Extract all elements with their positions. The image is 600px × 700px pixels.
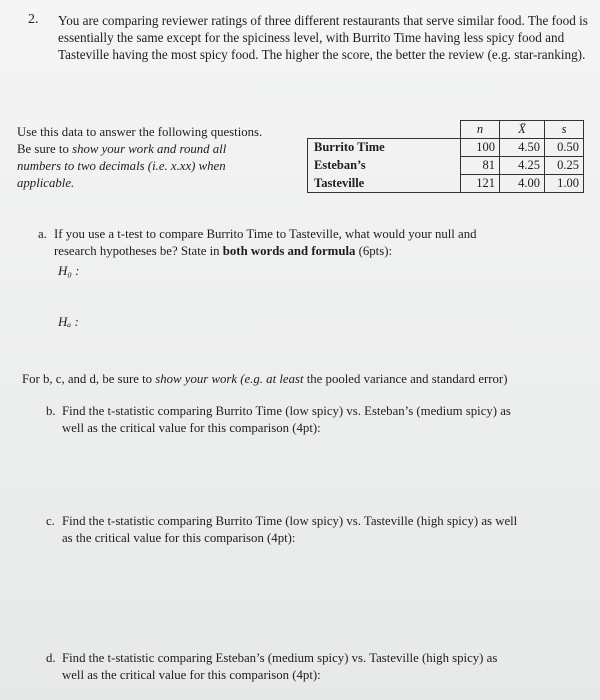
- part-d-line-2: well as the critical value for this comparison (4pt):: [62, 668, 321, 682]
- row-s: 0.25: [545, 157, 584, 175]
- row-n: 121: [461, 175, 500, 193]
- part-c-letter: c.: [46, 514, 55, 528]
- part-a-letter: a.: [38, 227, 47, 241]
- header-mean: X̄: [500, 121, 545, 139]
- part-d-line-1: Find the t-statistic comparing Esteban’s (medium spicy) vs. Tasteville (high spicy) as: [62, 651, 498, 665]
- instructions-line-2: Be sure to show your work and round all: [17, 142, 227, 156]
- part-b-line-2: well as the critical value for this comparison (4pt):: [62, 421, 321, 435]
- row-s: 1.00: [545, 175, 584, 193]
- header-s: s: [545, 121, 584, 139]
- part-b-text: [62, 403, 511, 437]
- row-mean: 4.25: [500, 157, 545, 175]
- part-b-letter: b.: [46, 404, 56, 418]
- row-name: Burrito Time: [308, 139, 461, 157]
- row-n: 81: [461, 157, 500, 175]
- header-n: n: [461, 121, 500, 139]
- part-b-line-1: Find the t-statistic comparing Burrito Time (low spicy) vs. Esteban’s (medium spicy) as: [62, 404, 511, 418]
- table-row: [308, 139, 584, 157]
- part-c-line-1: Find the t-statistic comparing Burrito Time (low spicy) vs. Tasteville (high spicy) as well: [62, 514, 518, 528]
- table-header-row: [308, 121, 584, 139]
- instructions-line-1: Use this data to answer the following questions.: [17, 125, 263, 139]
- restaurant-data-table: [307, 120, 584, 193]
- part-c-text: [62, 513, 517, 547]
- row-mean: 4.50: [500, 139, 545, 157]
- instruction-note: For b, c, and d, be sure to show your work (e.g. at least the pooled variance and standard error): [22, 372, 508, 386]
- row-name: Tasteville: [308, 175, 461, 193]
- table-row: [308, 175, 584, 193]
- part-a-text: [54, 226, 477, 260]
- instructions-line-3: numbers to two decimals (i.e. x.xx) when: [17, 159, 226, 173]
- row-name: Esteban’s: [308, 157, 461, 175]
- table-corner: [308, 121, 461, 139]
- table-row: [308, 157, 584, 175]
- research-hypothesis-label: Hₐ :: [58, 314, 79, 329]
- part-d-letter: d.: [46, 651, 56, 665]
- part-c-line-2: as the critical value for this comparison (4pt):: [62, 531, 296, 545]
- instructions: [17, 124, 312, 192]
- part-d-text: [62, 650, 497, 684]
- part-a-line-2: research hypotheses be? State in both words and formula (6pts):: [54, 244, 393, 258]
- instructions-line-4: applicable.: [17, 176, 75, 190]
- null-hypothesis-label: H₀ :: [58, 263, 80, 278]
- row-n: 100: [461, 139, 500, 157]
- part-a-line-1: If you use a t-test to compare Burrito Time to Tasteville, what would your null and: [54, 227, 477, 241]
- question-intro: You are comparing reviewer ratings of three different restaurants that serve similar food. The food is essentially the same except for the spiciness level, with Burrito Time having less spicy food and Tasteville having the most spicy food. The higher the score, the better the review (e.g. star-ranking).: [58, 13, 588, 62]
- row-mean: 4.00: [500, 175, 545, 193]
- row-s: 0.50: [545, 139, 584, 157]
- question-number: 2.: [28, 12, 39, 27]
